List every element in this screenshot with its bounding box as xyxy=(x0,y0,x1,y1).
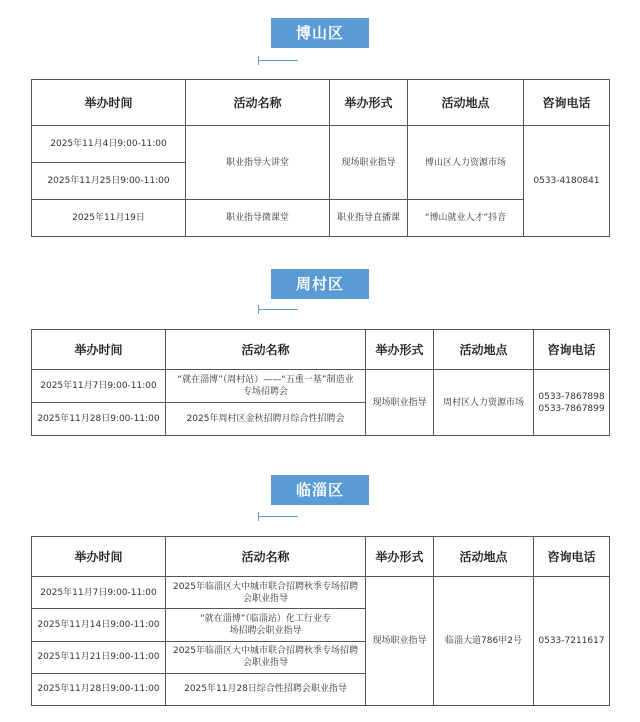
cell-place: 博山区人力资源市场 xyxy=(408,126,524,200)
header-place: 活动地点 xyxy=(434,330,534,370)
phone-line: 0533-7867898 xyxy=(538,391,605,402)
cell-time: 2025年11月28日9:00-11:00 xyxy=(32,403,166,436)
header-name: 活动名称 xyxy=(186,80,330,126)
header-form: 举办形式 xyxy=(366,330,434,370)
cell-form: 现场职业指导 xyxy=(330,126,408,200)
header-form: 举办形式 xyxy=(366,537,434,577)
header-form: 举办形式 xyxy=(330,80,408,126)
cell-time: 2025年11月21日9:00-11:00 xyxy=(32,641,166,673)
cell-name: “就在淄博”（临淄站）化工行业专场招聘会职业指导 xyxy=(166,609,366,641)
cell-time: 2025年11月25日9:00-11:00 xyxy=(32,163,186,200)
schedule-table xyxy=(31,536,610,706)
cell-time: 2025年11月4日9:00-11:00 xyxy=(32,126,186,163)
title-decor-line xyxy=(258,516,298,517)
cell-name: 2025年临淄区大中城市联合招聘秋季专场招聘会职业指导 xyxy=(166,577,366,609)
cell-name: 2025年周村区金秋招聘月综合性招聘会 xyxy=(166,403,366,436)
header-time: 举办时间 xyxy=(32,330,166,370)
header-name: 活动名称 xyxy=(166,330,366,370)
cell-phone: 0533-4180841 xyxy=(524,126,610,237)
cell-time: 2025年11月7日9:00-11:00 xyxy=(32,577,166,609)
cell-form: 现场职业指导 xyxy=(366,370,434,436)
cell-place: “博山就业人才”抖音 xyxy=(408,200,524,237)
cell-name: 2025年临淄区大中城市联合招聘秋季专场招聘会职业指导 xyxy=(166,641,366,673)
header-phone: 咨询电话 xyxy=(534,537,610,577)
header-place: 活动地点 xyxy=(434,537,534,577)
cell-name: 2025年11月28日综合性招聘会职业指导 xyxy=(166,673,366,705)
cell-name: 职业指导微课堂 xyxy=(186,200,330,237)
cell-time: 2025年11月14日9:00-11:00 xyxy=(32,609,166,641)
cell-name: 职业指导大讲堂 xyxy=(186,126,330,200)
section-title: 博山区 xyxy=(271,18,369,48)
cell-time: 2025年11月28日9:00-11:00 xyxy=(32,673,166,705)
section-title: 周村区 xyxy=(271,269,369,299)
cell-time: 2025年11月7日9:00-11:00 xyxy=(32,370,166,403)
header-phone: 咨询电话 xyxy=(534,330,610,370)
section-title: 临淄区 xyxy=(271,475,369,505)
phone-line: 0533-7867899 xyxy=(538,403,605,414)
title-decor-line xyxy=(258,512,259,521)
cell-form: 职业指导直播课 xyxy=(330,200,408,237)
cell-place: 周村区人力资源市场 xyxy=(434,370,534,436)
cell-time: 2025年11月19日 xyxy=(32,200,186,237)
cell-form: 现场职业指导 xyxy=(366,577,434,706)
header-name: 活动名称 xyxy=(166,537,366,577)
header-place: 活动地点 xyxy=(408,80,524,126)
header-time: 举办时间 xyxy=(32,80,186,126)
header-time: 举办时间 xyxy=(32,537,166,577)
cell-name: “就在淄博”（周村站）——“五重一基”制造业专场招聘会 xyxy=(166,370,366,403)
header-phone: 咨询电话 xyxy=(524,80,610,126)
cell-phone: 0533-7211617 xyxy=(534,577,610,706)
cell-place: 临淄大道786甲2号 xyxy=(434,577,534,706)
